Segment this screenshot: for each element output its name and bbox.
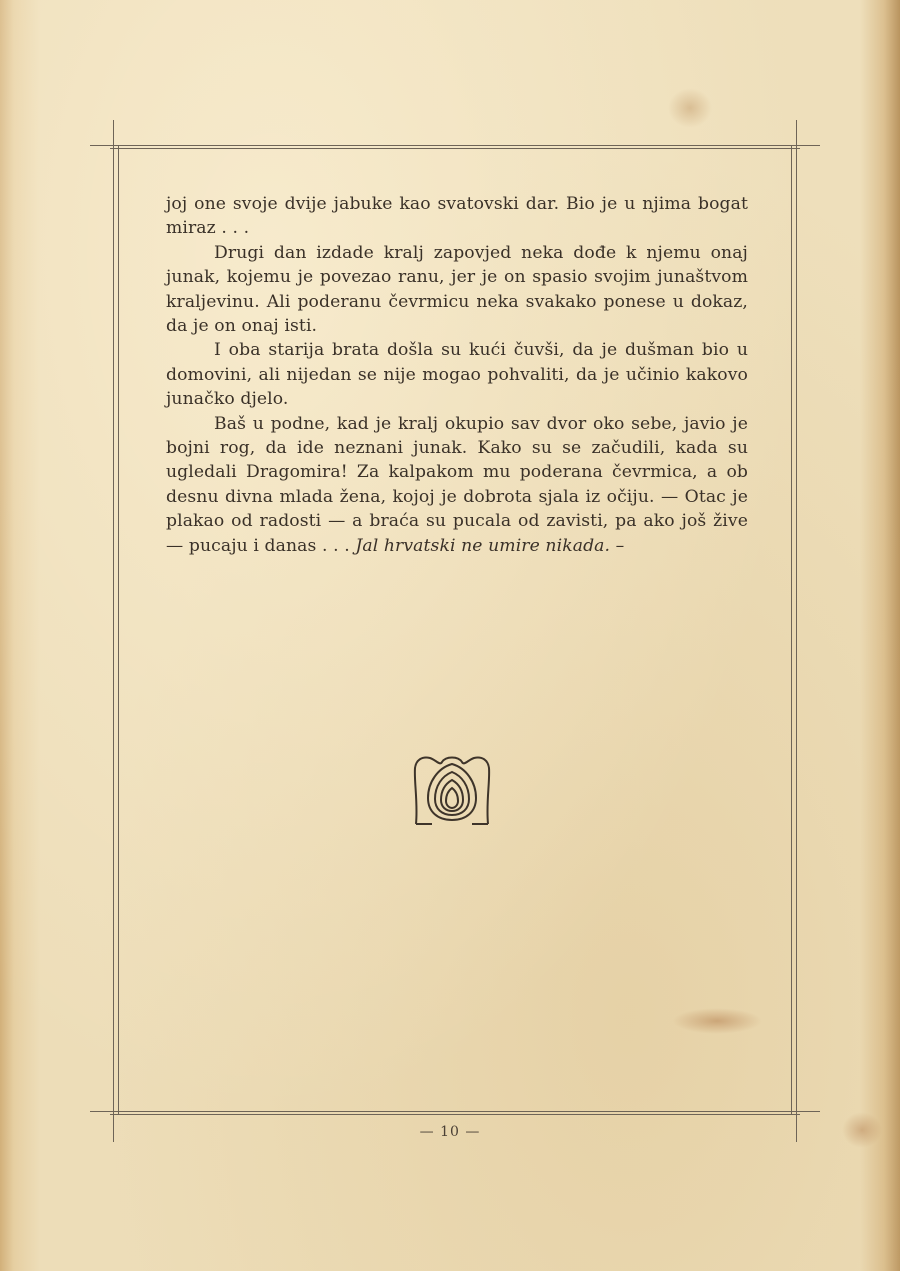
paper-stain: [842, 1112, 882, 1148]
paragraph: I oba starija brata došla su kući čuvši, da je dušman bio u domovini, ali nijedan se nije mogao pohvaliti, da je učinio kakovo junačko djelo.: [166, 340, 748, 410]
paragraph: [166, 412, 748, 558]
frame-top-rule: [90, 145, 820, 146]
paper-stain: [672, 1008, 762, 1034]
paragraph: Drugi dan izdade kralj zapovjed neka dođe k njemu onaj junak, kojemu je povezao ranu, jer je on spasio svojim junaštvom kraljevinu. Ali poderanu čevrmicu neka svakako ponese u dokaz, da je on onaj isti.: [166, 242, 748, 337]
closing-italic-line: Jal hrvatski ne umire nikada. –: [355, 535, 625, 556]
paragraph: joj one svoje dvije jabuke kao svatovski dar. Bio je u njima bogat miraz . . .: [166, 194, 748, 239]
frame-right-rule: [796, 120, 797, 1142]
frame-top-rule-inner: [110, 148, 800, 149]
body-text: [166, 192, 748, 558]
frame-right-rule-inner: [791, 145, 792, 1115]
frame-left-rule-inner: [118, 145, 119, 1115]
paper-stain: [668, 88, 712, 128]
frame-bottom-rule: [90, 1111, 820, 1112]
paragraph-text: Baš u podne, kad je kralj okupio sav dvor oko sebe, javio je bojni rog, da ide neznani junak. Kako su se začudili, kada su ugledali Dragomira! Za kalpakom mu poderana čevrmica, a ob desnu divna mlada žena, kojoj je dobrota sjala iz očiju. — Otac je plakao od radosti — a braća su pucala od zavisti, pa ako još žive — pucaju i danas . . .: [166, 413, 748, 556]
tulip-ornament-icon: [410, 752, 494, 832]
frame-bottom-rule-inner: [110, 1114, 800, 1115]
page-number: — 10 —: [419, 1124, 481, 1140]
frame-left-rule: [113, 120, 114, 1142]
